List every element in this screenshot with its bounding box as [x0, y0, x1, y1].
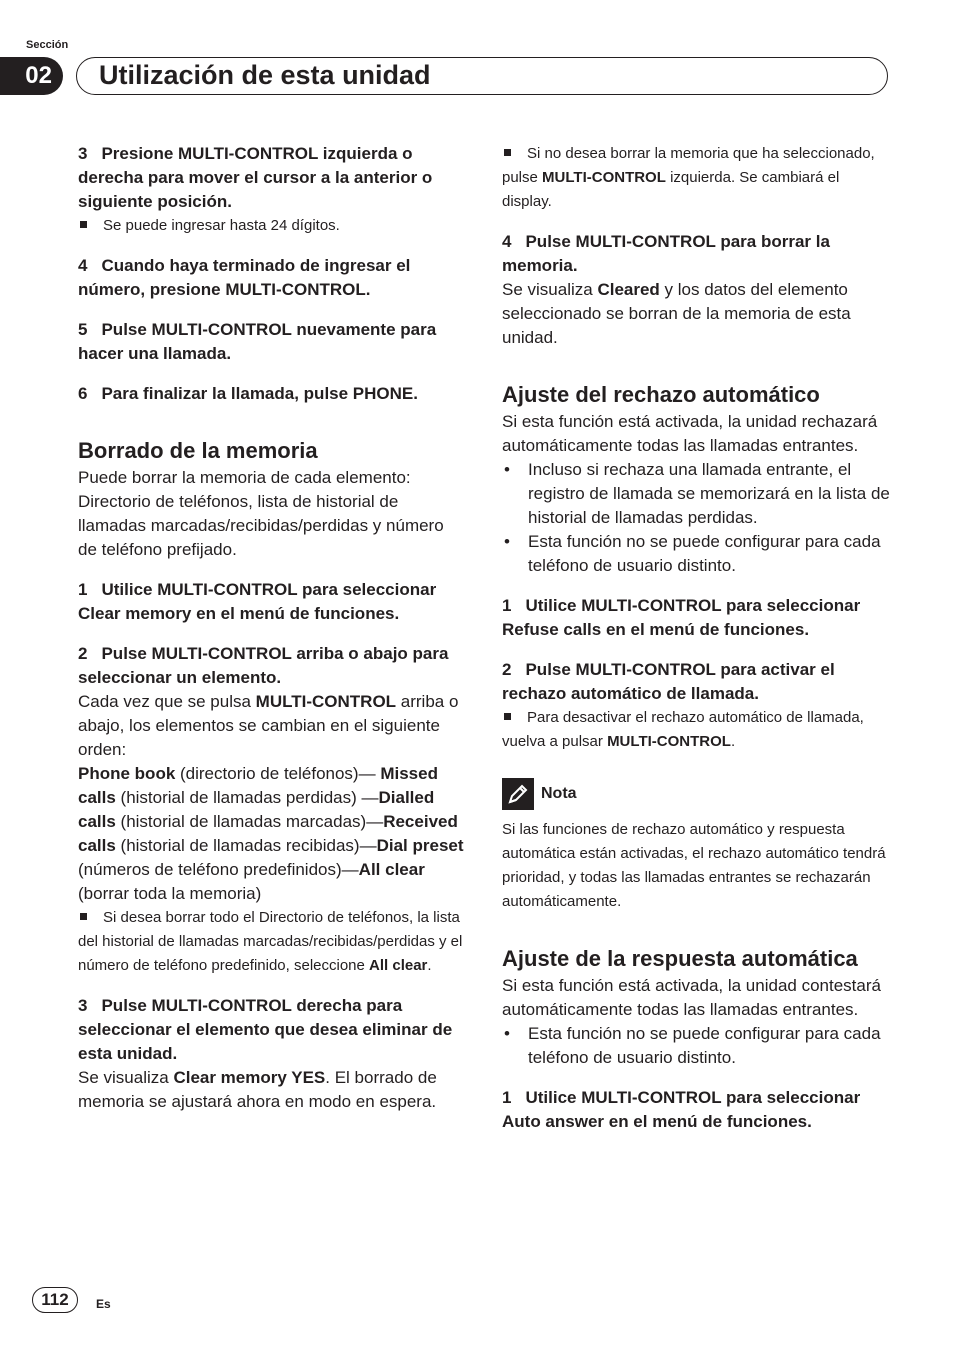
step-6: 6 Para finalizar la llamada, pulse PHONE. [78, 384, 418, 403]
rechazo-bullet-1: • Incluso si rechaza una llamada entrante, el registro de llamada se memorizará en la lista de historial de llamadas perdidas. [502, 458, 890, 530]
left-column [78, 142, 466, 1114]
page-header [76, 57, 888, 95]
language-code: Es [96, 1297, 111, 1311]
borrado-step-4-body: Se visualiza Cleared y los datos del elemento seleccionado se borran de la memoria de esta unidad. [502, 280, 851, 347]
borrado-step-3: 3 Pulse MULTI-CONTROL derecha para seleccionar el elemento que desea eliminar de esta unidad. [78, 996, 453, 1063]
nota-text: Si las funciones de rechazo automático y respuesta automática están activadas, el rechazo automático tendrá prioridad, y todas las llamadas entrantes se rechazarán automáticamente. [502, 821, 886, 910]
right-column [502, 142, 890, 1134]
rechazo-intro: Si esta función está activada, la unidad rechazará automáticamente todas las llamadas entrantes. [502, 412, 878, 455]
rechazo-step-2-note: Para desactivar el rechazo automático de llamada, vuelva a pulsar MULTI-CONTROL. [502, 709, 864, 750]
rechazo-step-2: 2 Pulse MULTI-CONTROL para activar el rechazo automático de llamada. [502, 660, 835, 703]
section-number-badge: 02 [0, 57, 63, 95]
step-5: 5 Pulse MULTI-CONTROL nuevamente para hacer una llamada. [78, 320, 437, 363]
pencil-note-icon [502, 778, 534, 810]
respuesta-step-1: 1 Utilice MULTI-CONTROL para seleccionar Auto answer en el menú de funciones. [502, 1088, 861, 1131]
nota-label: Nota [541, 785, 577, 802]
borrado-step-4: 4 Pulse MULTI-CONTROL para borrar la memoria. [502, 232, 830, 275]
borrado-step-1: 1 Utilice MULTI-CONTROL para seleccionar Clear memory en el menú de funciones. [78, 580, 437, 623]
step-3: 3 Presione MULTI-CONTROL izquierda o derecha para mover el cursor a la anterior o siguiente posición. [78, 144, 433, 211]
step-3-note: Se puede ingresar hasta 24 dígitos. [78, 214, 466, 238]
page-number: 112 [32, 1287, 78, 1313]
borrado-step-3-body: Se visualiza Clear memory YES. El borrado de memoria se ajustará ahora en modo en espera. [78, 1068, 437, 1111]
square-bullet-icon [504, 149, 511, 156]
section-label: Sección [26, 39, 69, 51]
borrado-step-2: 2 Pulse MULTI-CONTROL arriba o abajo para seleccionar un elemento. [78, 644, 449, 687]
borrado-step-2-note: Si desea borrar todo el Directorio de teléfonos, la lista del historial de llamadas marcadas/recibidas/perdidas y el número de teléfono predefinido, seleccione All clear. [78, 909, 463, 974]
respuesta-intro: Si esta función está activada, la unidad contestará automáticamente todas las llamadas entrantes. [502, 976, 881, 1019]
rechazo-step-1: 1 Utilice MULTI-CONTROL para seleccionar Refuse calls en el menú de funciones. [502, 596, 861, 639]
heading-respuesta-automatica: Ajuste de la respuesta automática [502, 946, 858, 971]
page-title: Utilización de esta unidad [99, 60, 431, 90]
element-order-list: Phone book (directorio de teléfonos)— Missed calls (historial de llamadas perdidas) —Dialled calls (historial de llamadas marcadas)—Received calls (historial de llamadas recibidas)—Dial preset (números de teléfono predefinidos)—All clear (borrar toda la memoria) [78, 764, 464, 903]
square-bullet-icon [80, 221, 87, 228]
top-note: Si no desea borrar la memoria que ha seleccionado, pulse MULTI-CONTROL izquierda. Se cambiará el display. [502, 145, 875, 210]
borrado-intro: Puede borrar la memoria de cada elemento: Directorio de teléfonos, lista de historial de llamadas marcadas/recibidas/perdidas y número de teléfono prefijado. [78, 468, 444, 559]
heading-borrado-memoria: Borrado de la memoria [78, 438, 318, 463]
heading-rechazo-automatico: Ajuste del rechazo automático [502, 382, 820, 407]
square-bullet-icon [80, 913, 87, 920]
rechazo-bullet-2: • Esta función no se puede configurar para cada teléfono de usuario distinto. [502, 530, 890, 578]
step-4: 4 Cuando haya terminado de ingresar el número, presione MULTI-CONTROL. [78, 256, 411, 299]
borrado-step-2-body: Cada vez que se pulsa MULTI-CONTROL arriba o abajo, los elementos se cambian en el siguiente orden: [78, 692, 459, 759]
respuesta-bullet-1: • Esta función no se puede configurar para cada teléfono de usuario distinto. [502, 1022, 890, 1070]
nota-header [502, 778, 890, 810]
square-bullet-icon [504, 713, 511, 720]
